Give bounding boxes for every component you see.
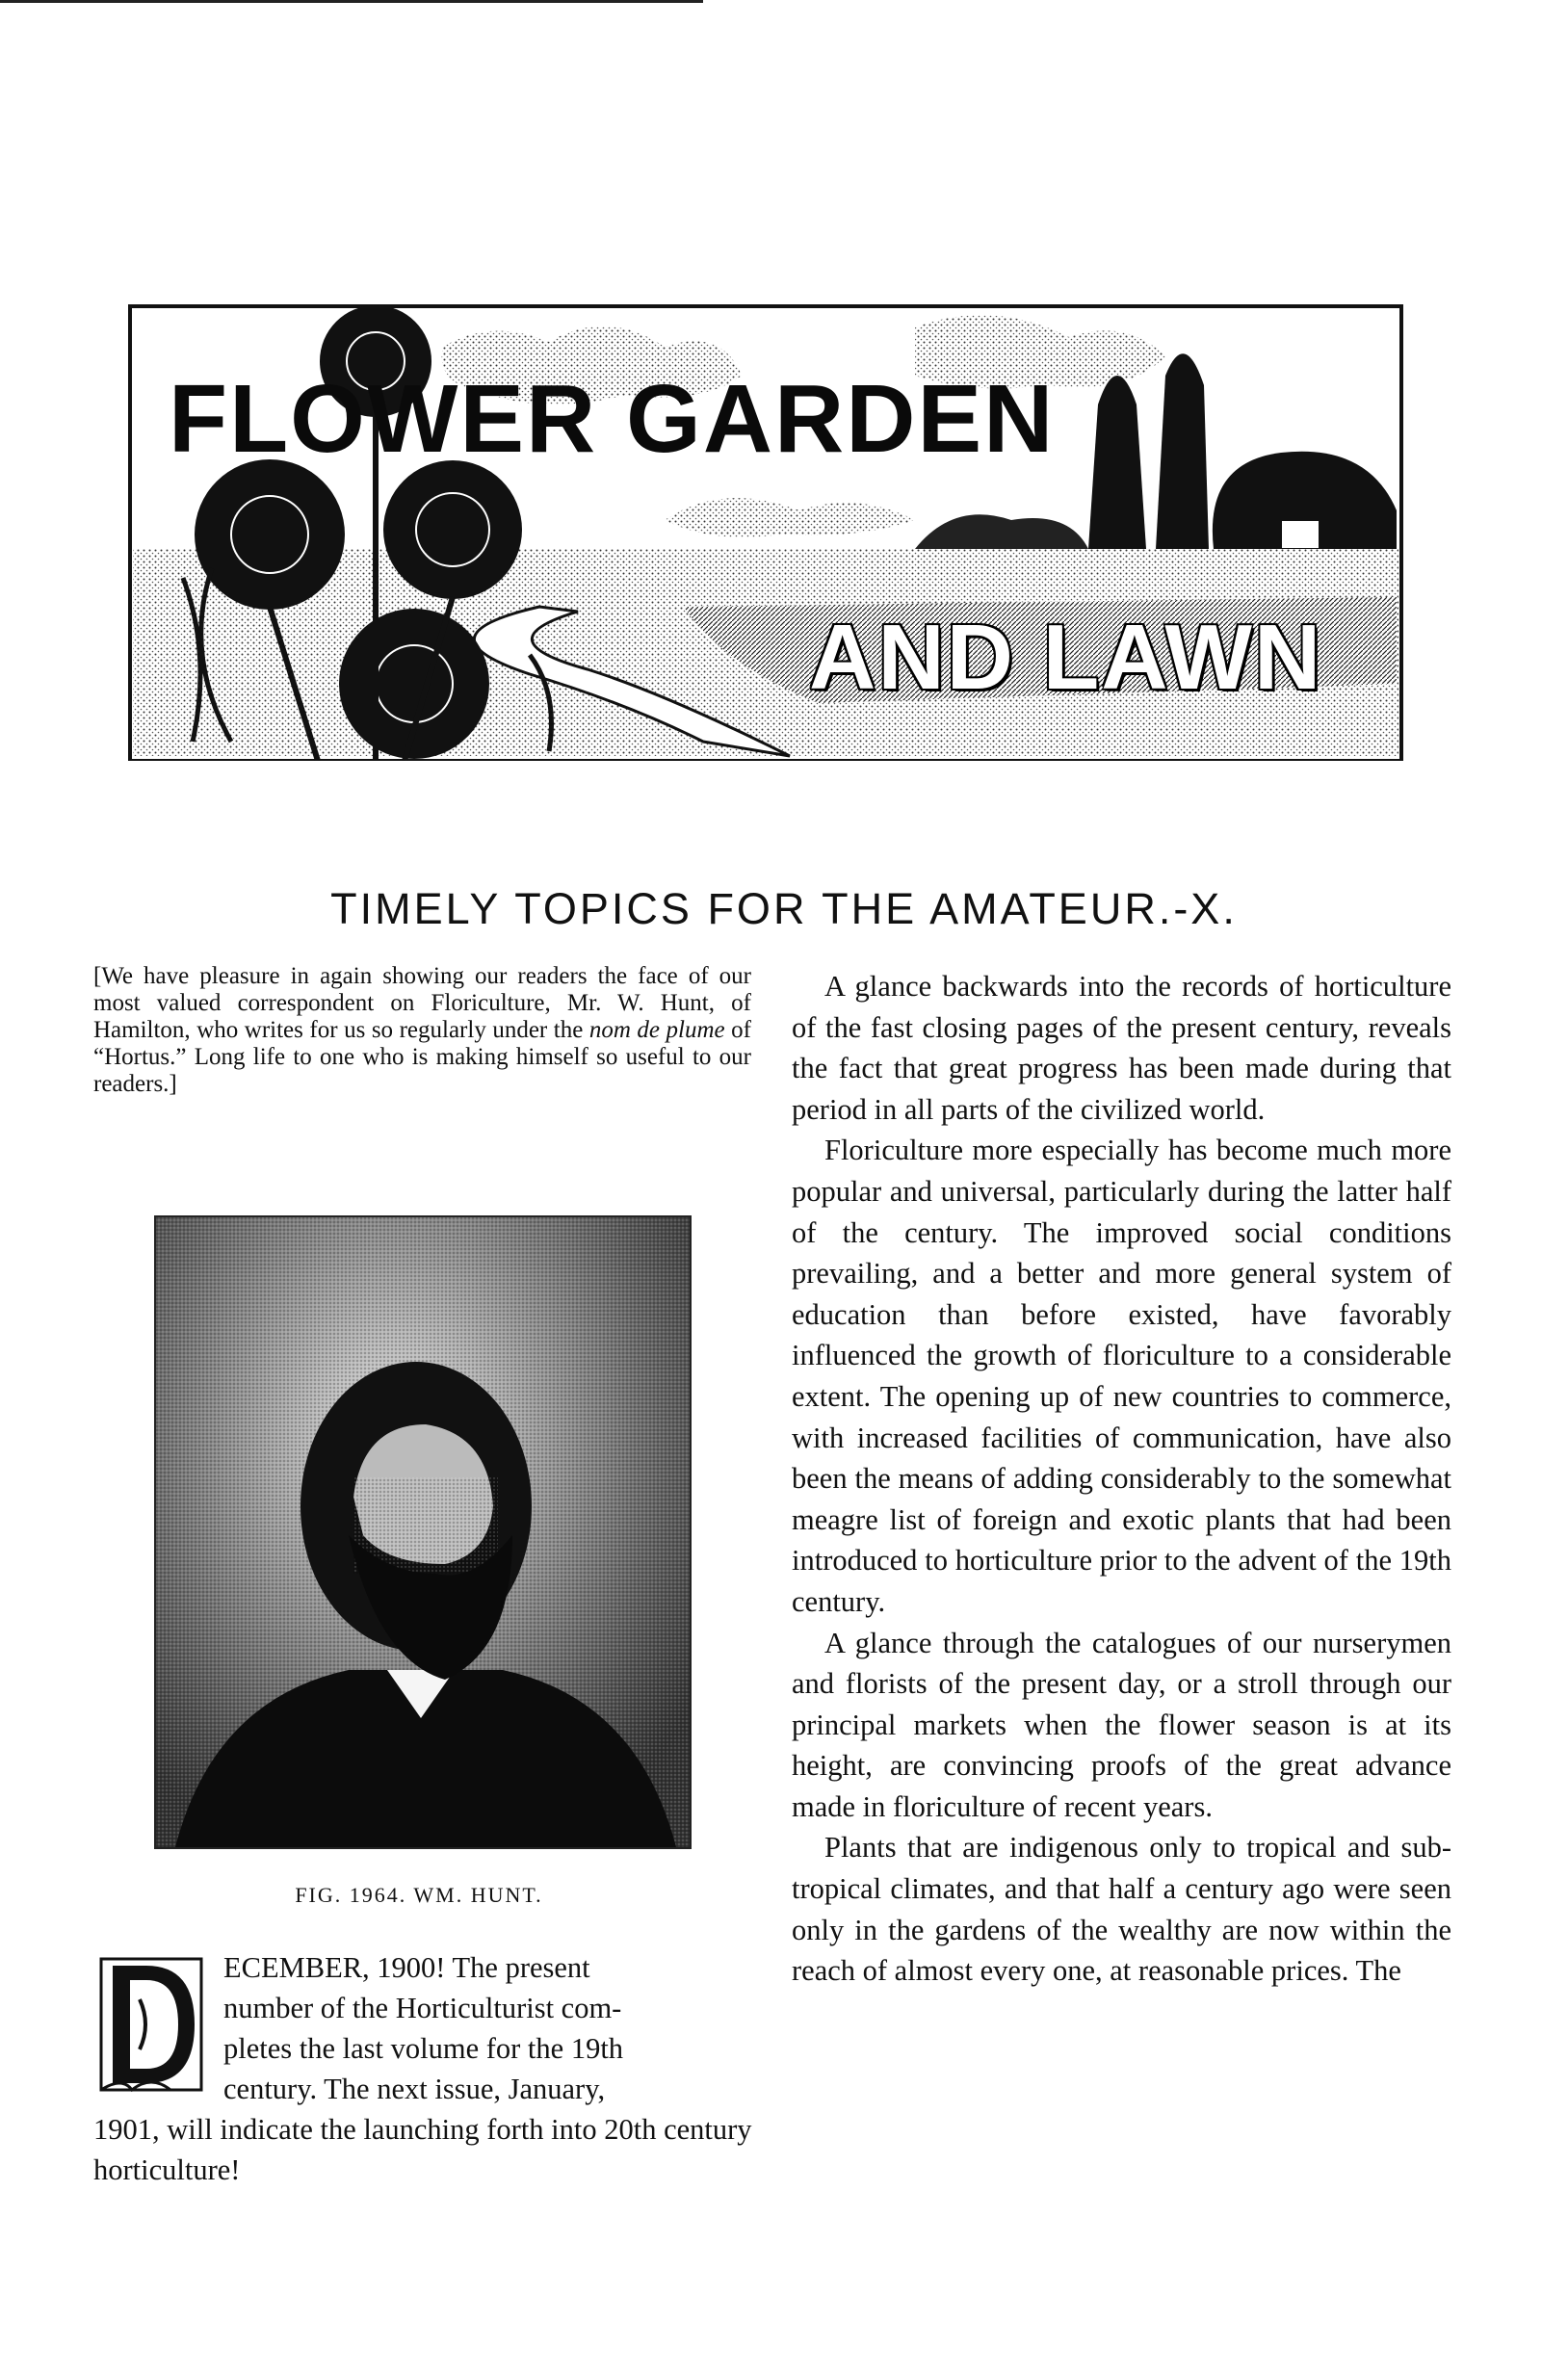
- portrait-photo: [154, 1215, 692, 1849]
- right-column-text: [792, 966, 1451, 1992]
- portrait-illustration: [156, 1217, 690, 1847]
- text-line: century. The next issue, January,: [223, 2073, 606, 2105]
- article-heading: TIMELY TOPICS FOR THE AMATEUR.-X.: [330, 884, 1238, 933]
- paragraph: A glance backwards into the records of horticulture of the fast closing pages of the present century, reveals the fact that great progress has been made during that period in all parts of the civilized world.: [792, 970, 1451, 1126]
- left-column-text: [93, 1947, 756, 2190]
- banner-title-top: FLOWER GARDEN: [169, 365, 1056, 473]
- paragraph: Plants that are indigenous only to tropical and sub-tropical climates, and that half a century ago were seen only in the gardens of the wealthy are now within the reach of almost every one, at reasonable prices. The: [792, 1831, 1451, 1988]
- banner-title-bottom: AND LAWN: [809, 606, 1323, 709]
- text-paragraph: 1901, will indicate the launching forth into 20th century horticulture!: [93, 2113, 752, 2186]
- drop-cap-lines: [93, 1947, 756, 2109]
- text-line: number of the Horticulturist com-: [223, 1992, 622, 2024]
- editor-note-part2: of “Hortus.” Long life to one who is making himself so useful to our readers.]: [93, 1017, 752, 1097]
- editor-note: [93, 963, 751, 1098]
- photo-caption: FIG. 1964. WM. HUNT.: [295, 1883, 543, 1907]
- text-line: pletes the last volume for the 19th: [223, 2032, 624, 2065]
- text-line: ECEMBER, 1900! The present: [223, 1951, 590, 1984]
- top-rule: [0, 0, 703, 3]
- editor-note-italic: nom de plume: [588, 1017, 725, 1043]
- editor-note-part1: [We have pleasure in again showing our readers the face of our most valued correspondent on Floriculture, Mr. W. Hunt, of Hamilton, who writes for us so regularly under the: [93, 963, 751, 1043]
- paragraph: Floriculture more especially has become much more popular and universal, particularly during the latter half of the century. The improved social conditions prevailing, and a better and more general system of education than before existed, have favorably influenced the growth of floriculture to a considerable extent. The opening up of new countries to commerce, with increased facilities of communication, have also been the means of adding considerably to the somewhat meagre list of foreign and exotic plants that had been introduced to horticulture prior to the advent of the 19th century.: [792, 1134, 1451, 1618]
- flower-garden-banner: [125, 289, 1406, 761]
- paragraph: A glance through the catalogues of our nurserymen and florists of the present day, or a stroll through our principal markets when the flower season is at its height, are convincing proofs of the great advance made in floriculture of recent years.: [792, 1626, 1451, 1823]
